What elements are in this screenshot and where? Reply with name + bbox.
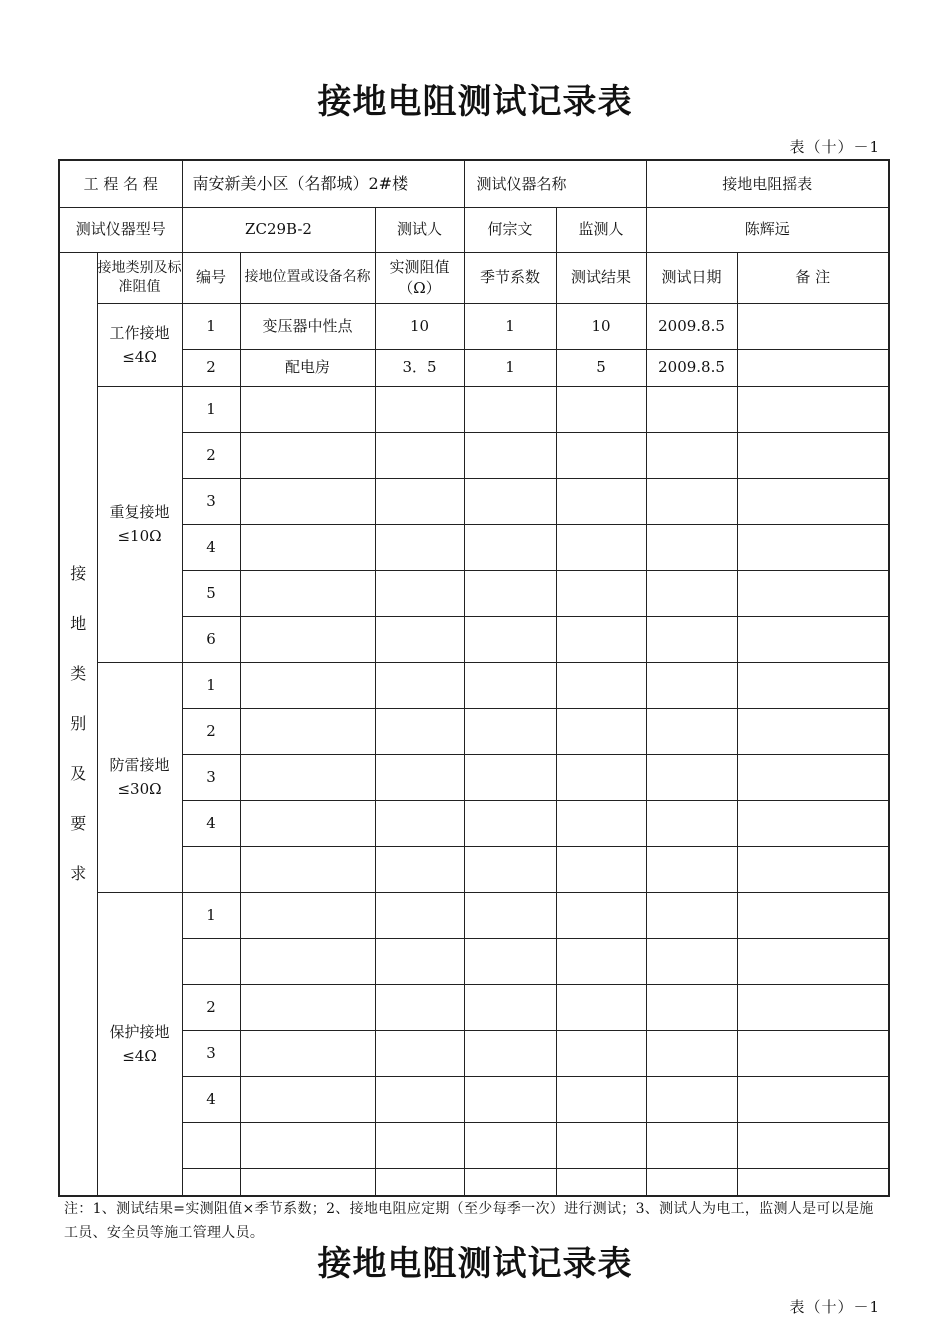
header-row-instrument bbox=[59, 207, 889, 252]
table-row bbox=[59, 349, 889, 386]
row-number: 3 bbox=[182, 1030, 240, 1076]
row-measured: 10 bbox=[375, 303, 464, 349]
row-location bbox=[240, 938, 375, 984]
col-category: 接地类别及标准阻值 bbox=[97, 252, 182, 303]
row-measured bbox=[375, 386, 464, 432]
row-seasonal bbox=[464, 708, 556, 754]
row-result bbox=[556, 754, 646, 800]
row-number: 4 bbox=[182, 524, 240, 570]
table-row bbox=[59, 524, 889, 570]
side-label-char: 接 bbox=[70, 563, 87, 583]
category-cell bbox=[97, 386, 182, 662]
row-date bbox=[646, 1122, 737, 1168]
row-measured bbox=[375, 616, 464, 662]
row-date bbox=[646, 1030, 737, 1076]
row-date bbox=[646, 1076, 737, 1122]
table-row bbox=[59, 1122, 889, 1168]
row-remark bbox=[737, 892, 889, 938]
row-location bbox=[240, 892, 375, 938]
table-row bbox=[59, 662, 889, 708]
row-date: 2009.8.5 bbox=[646, 303, 737, 349]
row-result bbox=[556, 524, 646, 570]
row-measured bbox=[375, 1076, 464, 1122]
row-measured bbox=[375, 846, 464, 892]
row-measured bbox=[375, 570, 464, 616]
row-measured bbox=[375, 478, 464, 524]
row-seasonal bbox=[464, 938, 556, 984]
row-location bbox=[240, 754, 375, 800]
row-location bbox=[240, 708, 375, 754]
table-row bbox=[59, 708, 889, 754]
page-title: 接地电阻测试记录表 bbox=[317, 82, 633, 122]
row-result bbox=[556, 984, 646, 1030]
project-label: 工 程 名 程 bbox=[59, 160, 182, 207]
row-location bbox=[240, 1122, 375, 1168]
row-number bbox=[182, 1168, 240, 1196]
row-location bbox=[240, 984, 375, 1030]
row-number: 1 bbox=[182, 662, 240, 708]
table-row bbox=[59, 432, 889, 478]
table-row bbox=[59, 303, 889, 349]
supervisor-value: 陈辉远 bbox=[646, 207, 889, 252]
row-seasonal bbox=[464, 984, 556, 1030]
row-date bbox=[646, 754, 737, 800]
row-remark bbox=[737, 708, 889, 754]
row-remark bbox=[737, 984, 889, 1030]
row-number: 4 bbox=[182, 1076, 240, 1122]
row-number: 2 bbox=[182, 708, 240, 754]
row-number: 3 bbox=[182, 478, 240, 524]
row-result bbox=[556, 892, 646, 938]
row-date bbox=[646, 524, 737, 570]
category-limit: ≤10Ω bbox=[117, 527, 162, 545]
row-seasonal bbox=[464, 524, 556, 570]
tester-label: 测试人 bbox=[375, 207, 464, 252]
row-measured bbox=[375, 524, 464, 570]
supervisor-label: 监测人 bbox=[556, 207, 646, 252]
row-seasonal bbox=[464, 892, 556, 938]
row-measured bbox=[375, 662, 464, 708]
category-limit: ≤30Ω bbox=[117, 780, 162, 798]
row-number: 1 bbox=[182, 892, 240, 938]
row-location bbox=[240, 386, 375, 432]
row-location: 变压器中性点 bbox=[240, 303, 375, 349]
row-measured bbox=[375, 938, 464, 984]
category-name: 重复接地 bbox=[109, 503, 170, 521]
col-date: 测试日期 bbox=[646, 252, 737, 303]
table-row bbox=[59, 800, 889, 846]
row-location bbox=[240, 1076, 375, 1122]
row-seasonal bbox=[464, 570, 556, 616]
table-row bbox=[59, 570, 889, 616]
table-row bbox=[59, 386, 889, 432]
row-number bbox=[182, 938, 240, 984]
side-label-char: 别 bbox=[70, 713, 87, 733]
row-result bbox=[556, 1076, 646, 1122]
row-number bbox=[182, 1122, 240, 1168]
row-seasonal bbox=[464, 478, 556, 524]
side-label-char: 及 bbox=[70, 763, 87, 783]
row-seasonal bbox=[464, 662, 556, 708]
category-name: 保护接地 bbox=[109, 1022, 170, 1041]
col-seasonal: 季节系数 bbox=[464, 252, 556, 303]
row-number bbox=[182, 846, 240, 892]
row-remark bbox=[737, 662, 889, 708]
row-result bbox=[556, 432, 646, 478]
row-remark bbox=[737, 524, 889, 570]
side-label-char: 要 bbox=[70, 813, 87, 833]
row-seasonal bbox=[464, 386, 556, 432]
row-remark bbox=[737, 616, 889, 662]
row-remark bbox=[737, 846, 889, 892]
row-remark bbox=[737, 754, 889, 800]
row-date bbox=[646, 892, 737, 938]
col-result: 测试结果 bbox=[556, 252, 646, 303]
row-date bbox=[646, 984, 737, 1030]
form-code: 表（十）－1 bbox=[789, 138, 880, 156]
row-result bbox=[556, 1168, 646, 1196]
row-number: 3 bbox=[182, 754, 240, 800]
row-location bbox=[240, 1168, 375, 1196]
table-row bbox=[59, 478, 889, 524]
row-date bbox=[646, 846, 737, 892]
row-remark bbox=[737, 349, 889, 386]
table-row bbox=[59, 984, 889, 1030]
row-remark bbox=[737, 570, 889, 616]
row-remark bbox=[737, 478, 889, 524]
row-date bbox=[646, 1168, 737, 1196]
category-cell bbox=[97, 303, 182, 386]
row-date bbox=[646, 616, 737, 662]
row-seasonal bbox=[464, 754, 556, 800]
row-remark bbox=[737, 1168, 889, 1196]
row-location bbox=[240, 570, 375, 616]
row-date: 2009.8.5 bbox=[646, 349, 737, 386]
row-location bbox=[240, 662, 375, 708]
category-name: 工作接地 bbox=[109, 323, 170, 342]
row-measured bbox=[375, 984, 464, 1030]
row-date bbox=[646, 662, 737, 708]
category-limit: ≤4Ω bbox=[122, 1046, 157, 1065]
row-location bbox=[240, 478, 375, 524]
row-measured bbox=[375, 1168, 464, 1196]
form-code-repeat: 表（十）－1 bbox=[789, 1298, 880, 1316]
side-label-char: 地 bbox=[70, 613, 87, 633]
row-remark bbox=[737, 303, 889, 349]
tester-value: 何宗文 bbox=[464, 207, 556, 252]
row-seasonal bbox=[464, 1076, 556, 1122]
row-remark bbox=[737, 1030, 889, 1076]
row-date bbox=[646, 432, 737, 478]
record-table bbox=[58, 159, 890, 1197]
row-result bbox=[556, 800, 646, 846]
row-remark bbox=[737, 938, 889, 984]
row-location bbox=[240, 800, 375, 846]
row-location bbox=[240, 524, 375, 570]
instrument-model-value: ZC29B-2 bbox=[182, 207, 375, 252]
row-seasonal bbox=[464, 616, 556, 662]
row-remark bbox=[737, 1122, 889, 1168]
category-limit: ≤4Ω bbox=[122, 347, 157, 366]
table-row bbox=[59, 892, 889, 938]
row-date bbox=[646, 938, 737, 984]
row-seasonal bbox=[464, 1168, 556, 1196]
row-location bbox=[240, 1030, 375, 1076]
row-measured bbox=[375, 708, 464, 754]
row-result bbox=[556, 570, 646, 616]
category-name: 防雷接地 bbox=[109, 756, 170, 774]
category-cell bbox=[97, 892, 182, 1196]
row-remark bbox=[737, 386, 889, 432]
table-row bbox=[59, 754, 889, 800]
col-number: 编号 bbox=[182, 252, 240, 303]
row-result bbox=[556, 386, 646, 432]
row-measured bbox=[375, 800, 464, 846]
col-measured: 实测阻值（Ω） bbox=[375, 252, 464, 303]
row-location bbox=[240, 616, 375, 662]
col-remark: 备 注 bbox=[737, 252, 889, 303]
row-result bbox=[556, 478, 646, 524]
table-row bbox=[59, 1030, 889, 1076]
row-measured: 3．5 bbox=[375, 349, 464, 386]
row-seasonal bbox=[464, 800, 556, 846]
row-number: 1 bbox=[182, 386, 240, 432]
row-date bbox=[646, 570, 737, 616]
row-remark bbox=[737, 432, 889, 478]
row-number: 6 bbox=[182, 616, 240, 662]
row-date bbox=[646, 386, 737, 432]
row-measured bbox=[375, 1122, 464, 1168]
row-result bbox=[556, 616, 646, 662]
row-measured bbox=[375, 432, 464, 478]
row-remark bbox=[737, 1076, 889, 1122]
row-date bbox=[646, 800, 737, 846]
table-row bbox=[59, 1076, 889, 1122]
row-seasonal bbox=[464, 846, 556, 892]
row-result: 5 bbox=[556, 349, 646, 386]
row-result: 10 bbox=[556, 303, 646, 349]
row-location: 配电房 bbox=[240, 349, 375, 386]
row-result bbox=[556, 1030, 646, 1076]
table-row bbox=[59, 616, 889, 662]
table-row bbox=[59, 846, 889, 892]
side-label-char: 求 bbox=[70, 863, 87, 883]
row-result bbox=[556, 708, 646, 754]
footnote: 注：1、测试结果=实测阻值×季节系数；2、接地电阻应定期（至少每季一次）进行测试；3、测试人为电工，监测人是可以是施工员、安全员等施工管理人员。 bbox=[64, 1201, 874, 1241]
column-header-row bbox=[59, 252, 889, 303]
row-number: 2 bbox=[182, 349, 240, 386]
row-result bbox=[556, 938, 646, 984]
row-number: 5 bbox=[182, 570, 240, 616]
row-seasonal bbox=[464, 1030, 556, 1076]
instrument-name-label: 测试仪器名称 bbox=[464, 160, 646, 207]
table-row bbox=[59, 938, 889, 984]
row-location bbox=[240, 432, 375, 478]
row-date bbox=[646, 478, 737, 524]
row-remark bbox=[737, 800, 889, 846]
row-number: 1 bbox=[182, 303, 240, 349]
side-label-char: 类 bbox=[70, 663, 87, 683]
row-result bbox=[556, 662, 646, 708]
row-result bbox=[556, 1122, 646, 1168]
row-number: 2 bbox=[182, 432, 240, 478]
instrument-name-value: 接地电阻摇表 bbox=[646, 160, 889, 207]
row-number: 4 bbox=[182, 800, 240, 846]
row-result bbox=[556, 846, 646, 892]
category-cell bbox=[97, 662, 182, 892]
row-measured bbox=[375, 754, 464, 800]
row-measured bbox=[375, 1030, 464, 1076]
page-title-repeat: 接地电阻测试记录表 bbox=[317, 1244, 633, 1284]
row-seasonal: 1 bbox=[464, 349, 556, 386]
project-value: 南安新美小区（名都城）2#楼 bbox=[182, 160, 464, 207]
col-location: 接地位置或设备名称 bbox=[240, 252, 375, 303]
row-location bbox=[240, 846, 375, 892]
header-row-project bbox=[59, 160, 889, 207]
instrument-model-label: 测试仪器型号 bbox=[59, 207, 182, 252]
row-seasonal bbox=[464, 1122, 556, 1168]
row-seasonal: 1 bbox=[464, 303, 556, 349]
table-row bbox=[59, 1168, 889, 1196]
row-measured bbox=[375, 892, 464, 938]
row-seasonal bbox=[464, 432, 556, 478]
row-number: 2 bbox=[182, 984, 240, 1030]
side-label bbox=[59, 252, 97, 1196]
row-date bbox=[646, 708, 737, 754]
